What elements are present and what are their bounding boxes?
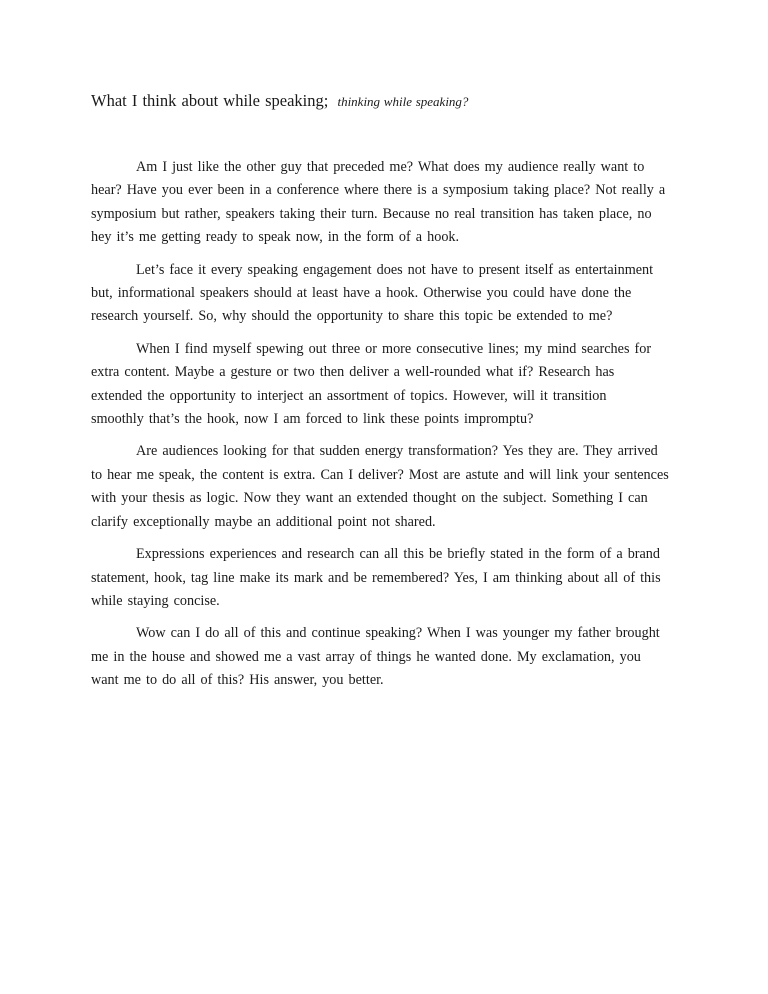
paragraph-line: me in the house and showed me a vast array of things he wanted done. My exclamation, you (91, 648, 641, 665)
paragraph-line: hey it’s me getting ready to speak now, in the form of a hook. (91, 229, 460, 246)
paragraph-line: Let’s face it every speaking engagement does not have to present itself as entertainment (136, 261, 654, 278)
paragraph-line: while staying concise. (91, 592, 220, 609)
paragraph-line: Wow can I do all of this and continue speaking? When I was younger my father brought (136, 625, 660, 642)
paragraph-line: research yourself. So, why should the opportunity to share this topic be extended to me? (91, 308, 613, 325)
paragraph (91, 543, 675, 613)
document-title-line (91, 90, 691, 113)
document-title: What I think about while speaking; (91, 91, 329, 110)
paragraph-line: extra content. Maybe a gesture or two then deliver a well-rounded what if? Research has (91, 364, 615, 381)
paragraph-line: to hear me speak, the content is extra. Can I deliver? Most are astute and will link your sentences (91, 466, 669, 483)
paragraph (91, 259, 675, 329)
paragraph-line: statement, hook, tag line make its mark and be remembered? Yes, I am thinking about all of this (91, 569, 661, 586)
paragraph (91, 440, 675, 534)
paragraph-line: want me to do all of this? His answer, you better. (91, 672, 384, 689)
paragraph-line: but, informational speakers should at least have a hook. Otherwise you could have done the (91, 285, 632, 302)
paragraph-line: extended the opportunity to interject an assortment of topics. However, will it transition (91, 387, 607, 404)
document-body (91, 156, 675, 702)
paragraph-line: Expressions experiences and research can all this be briefly stated in the form of a brand (136, 546, 660, 563)
paragraph (91, 156, 675, 250)
paragraph-line: hear? Have you ever been in a conference where there is a symposium taking place? Not really a (91, 182, 666, 199)
paragraph-line: Am I just like the other guy that preceded me? What does my audience really want to (136, 159, 645, 175)
paragraph-line: Are audiences looking for that sudden energy transformation? Yes they are. They arrived (136, 443, 658, 460)
paragraph-line: symposium but rather, speakers taking their turn. Because no real transition has taken place, no (91, 205, 652, 222)
paragraph-line: clarify exceptionally maybe an additional point not shared. (91, 513, 436, 530)
paragraph (91, 622, 675, 692)
paragraph (91, 338, 675, 432)
paragraph-line: with your thesis as logic. Now they want an extended thought on the subject. Something I can (91, 490, 648, 507)
paragraph-line: smoothly that’s the hook, now I am forced to link these points impromptu? (91, 411, 534, 428)
paragraph-line: When I find myself spewing out three or more consecutive lines; my mind searches for (136, 340, 652, 357)
document-subtitle: thinking while speaking? (337, 94, 469, 109)
